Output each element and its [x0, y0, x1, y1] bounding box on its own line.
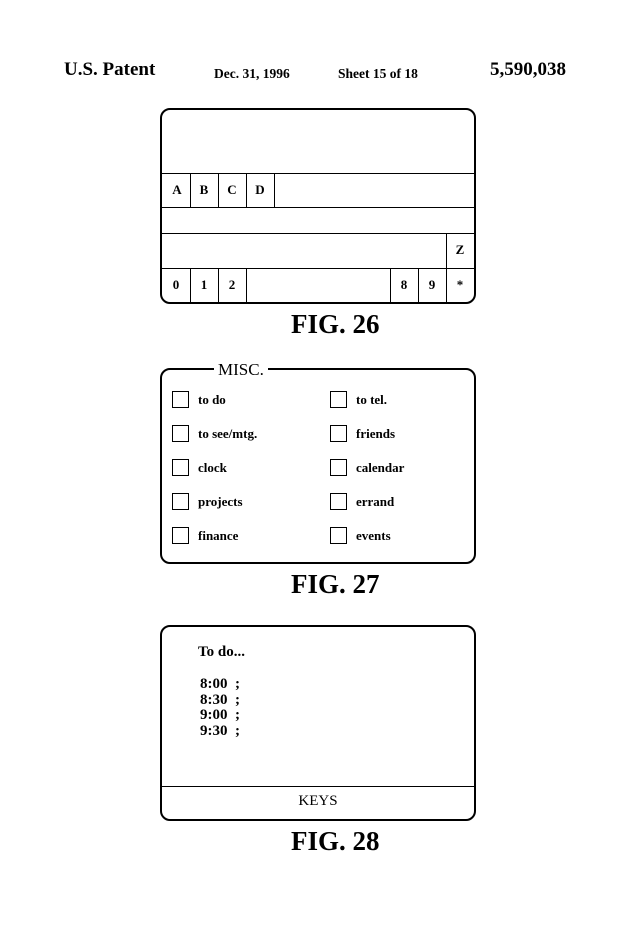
row-divider [162, 268, 474, 269]
todo-time-slot[interactable]: 9:30 ; [200, 722, 240, 739]
option-friends[interactable] [330, 425, 395, 442]
checkbox[interactable] [330, 391, 347, 408]
option-label: events [356, 527, 391, 543]
option-to-see-mtg[interactable] [172, 425, 257, 442]
option-to-tel[interactable] [330, 391, 387, 408]
patent-number: 5,590,038 [490, 59, 566, 80]
option-label: to do [198, 391, 226, 407]
option-projects[interactable] [172, 493, 243, 510]
key-d[interactable]: D [255, 182, 265, 197]
key-9[interactable]: 9 [428, 277, 436, 292]
checkbox[interactable] [172, 391, 189, 408]
option-label: errand [356, 493, 395, 509]
row-divider [162, 233, 474, 234]
checkbox[interactable] [172, 425, 189, 442]
todo-time-slot[interactable]: 8:30 ; [200, 691, 240, 708]
row-divider [162, 207, 474, 208]
key-a[interactable]: A [172, 182, 182, 197]
option-label: friends [356, 425, 395, 441]
key-2[interactable]: 2 [228, 277, 236, 292]
option-label: clock [198, 459, 227, 475]
option-finance[interactable] [172, 527, 238, 544]
checkbox[interactable] [330, 459, 347, 476]
checkbox[interactable] [172, 527, 189, 544]
misc-title: MISC. [214, 361, 268, 379]
checkbox[interactable] [330, 425, 347, 442]
keys-button[interactable]: KEYS [298, 793, 338, 809]
row-divider [162, 173, 474, 174]
option-calendar[interactable] [330, 459, 404, 476]
option-label: calendar [356, 459, 405, 475]
todo-time-slot[interactable]: 9:00 ; [200, 707, 240, 723]
option-errand[interactable] [330, 493, 394, 510]
key-b[interactable]: B [199, 182, 209, 197]
patent-label: U.S. Patent [64, 59, 156, 80]
option-to-do[interactable] [172, 391, 226, 408]
option-label: to see/mtg. [198, 425, 258, 441]
todo-time-slot[interactable]: 8:00 ; [200, 676, 240, 692]
key-star[interactable]: * [456, 277, 464, 292]
checkbox[interactable] [172, 459, 189, 476]
option-label: finance [198, 527, 239, 543]
key-z[interactable]: Z [455, 242, 465, 257]
fig28-label: FIG. 28 [291, 826, 380, 856]
fig27-misc-menu [160, 360, 476, 564]
option-events[interactable] [330, 527, 391, 544]
fig26-keyboard-screen [160, 108, 476, 304]
patent-date: Dec. 31, 1996 [214, 66, 290, 81]
fig27-label: FIG. 27 [291, 569, 380, 599]
sheet-number: Sheet 15 of 18 [338, 66, 418, 81]
keys-divider [162, 786, 474, 787]
option-clock[interactable] [172, 459, 227, 476]
key-8[interactable]: 8 [400, 277, 408, 292]
checkbox[interactable] [330, 493, 347, 510]
key-0[interactable]: 0 [172, 277, 180, 292]
option-label: to tel. [356, 391, 388, 407]
key-c[interactable]: C [227, 182, 237, 197]
option-label: projects [198, 493, 243, 509]
fig26-label: FIG. 26 [291, 309, 380, 339]
fig28-todo-screen [160, 625, 476, 821]
checkbox[interactable] [330, 527, 347, 544]
key-1[interactable]: 1 [200, 277, 208, 292]
checkbox[interactable] [172, 493, 189, 510]
todo-time-list [200, 677, 240, 739]
todo-title: To do... [198, 644, 245, 660]
